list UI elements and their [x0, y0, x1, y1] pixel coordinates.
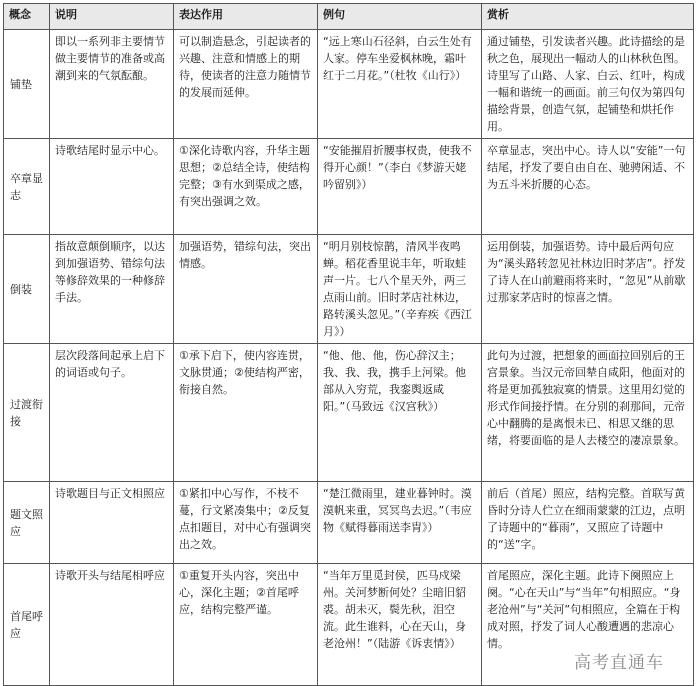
- literary-devices-table: [3, 3, 694, 686]
- table-row: [4, 344, 694, 482]
- header-row: [4, 4, 694, 30]
- table-row: [4, 235, 694, 344]
- explain-cell: 诗歌题目与正文相照应: [50, 482, 174, 564]
- example-cell: “远上寒山石径斜，白云生处有人家。停车坐爱枫林晚，霜叶红于二月花。”（杜牧《山行》）: [318, 30, 482, 139]
- example-cell: “安能摧眉折腰事权贵，使我不得开心颜！”（李白《梦游天姥吟留别》）: [318, 139, 482, 235]
- analysis-cell: 通过铺垫，引发读者兴趣。此诗描绘的是秋之色，展现出一幅动人的山林秋色图。诗里写了山路、人家、白云、红叶，构成一幅和谐统一的画面。前三句仅为第四句描绘背景，创造气氛，起铺垫和烘托作用。: [482, 30, 694, 139]
- header-analysis: 赏析: [482, 4, 694, 30]
- concept-cell: 倒装: [4, 235, 50, 344]
- explain-cell: 指故意颠倒顺序，以达到加强语势、错综句法等修辞效果的一种修辞手法。: [50, 235, 174, 344]
- table-row: [4, 139, 694, 235]
- concept-cell: 题文照应: [4, 482, 50, 564]
- concept-cell: 铺垫: [4, 30, 50, 139]
- watermark: 高考直通车: [570, 648, 668, 673]
- explain-cell: 诗歌结尾时显示中心。: [50, 139, 174, 235]
- example-cell: “当年万里觅封侯，匹马戍梁州。关河梦断何处？尘暗旧貂裘。胡未灭，鬓先秋，泪空流。此生谁料，心在天山，身老沧州！”（陆游《诉衷情》）: [318, 564, 482, 686]
- header-explain: 说明: [50, 4, 174, 30]
- effect-cell: 加强语势，错综句法，突出情感。: [174, 235, 318, 344]
- effect-cell: ①紧扣中心写作，不枝不蔓，行文紧凑集中；②反复点扣题目，对中心有强调突出之效。: [174, 482, 318, 564]
- explain-cell: 即以一系列非主要情节做主要情节的准备或高潮到来的气氛酝酿。: [50, 30, 174, 139]
- effect-cell: ①重复开头内容，突出中心，深化主题；②首尾呼应，结构完整严谨。: [174, 564, 318, 686]
- explain-cell: 层次段落间起承上启下的词语或句子。: [50, 344, 174, 482]
- table-row: [4, 482, 694, 564]
- example-cell: “明月别枝惊鹊，清风半夜鸣蝉。稻花香里说丰年，听取蛙声一片。七八个星天外，两三点雨山前。旧时茅店社林边，路转溪头忽见。”（辛弃疾《西江月》）: [318, 235, 482, 344]
- analysis-cell: 卒章显志，突出中心。诗人以“安能”一句结尾，抒发了要自由自在、驰骋闲适、不为五斗米折腰的心态。: [482, 139, 694, 235]
- analysis-cell: 运用倒装，加强语势。诗中最后两句应为“溪头路转忽见社林边旧时茅店”。抒发了诗人在山前避雨将来时，“忽见”从前歇过那家茅店时的惊喜之情。: [482, 235, 694, 344]
- header-concept: 概念: [4, 4, 50, 30]
- example-cell: “楚江微雨里，建业暮钟时。漠漠帆来重，冥冥鸟去迟。”（韦应物《赋得暮雨送李胄》）: [318, 482, 482, 564]
- table-row: [4, 30, 694, 139]
- explain-cell: 诗歌开头与结尾相呼应: [50, 564, 174, 686]
- analysis-cell: 前后（首尾）照应，结构完整。首联写黄昏时分诗人伫立在细雨蒙蒙的江边，点明了诗题中的“暮雨”，又照应了诗题中的“送”字。: [482, 482, 694, 564]
- concept-cell: 过渡衔接: [4, 344, 50, 482]
- analysis-cell: 此句为过渡，把想象的画面拉回别后的王宫景象。当汉元帝回辇自咸阳，他面对的将是更加孤独寂寞的情景。这里用幻觉的形式作间接抒情。在分别的刹那间，元帝心中翻腾的是离恨未已、相思又继的思绪，将要面临的是人去楼空的凄凉景象。: [482, 344, 694, 482]
- header-example: 例句: [318, 4, 482, 30]
- effect-cell: ①深化诗歌内容，升华主题思想；②总结全诗，使结构完整；③有水到渠成之感，有突出强调之效。: [174, 139, 318, 235]
- concept-cell: 首尾呼应: [4, 564, 50, 686]
- example-cell: “他、他、他，伤心辞汉主；我、我、我，携手上河梁。他部从入穷荒，我銮舆返咸阳。”（马致远《汉宫秋》）: [318, 344, 482, 482]
- effect-cell: 可以制造悬念，引起读者的兴趣、注意和情感上的期待，使读者的注意力随情节的发展而延伸。: [174, 30, 318, 139]
- concept-cell: 卒章显志: [4, 139, 50, 235]
- effect-cell: ①承下启下，使内容连贯，文脉贯通；②使结构严密，衔接自然。: [174, 344, 318, 482]
- header-effect: 表达作用: [174, 4, 318, 30]
- analysis-cell: 首尾照应，深化主题。此诗下阕照应上阕。“心在天山”与“当年”句相照应。“身老沧州”与“关河”句相照应，全篇在于构成对照，抒发了词人心酸遭遇的悲凉心情。: [482, 564, 694, 686]
